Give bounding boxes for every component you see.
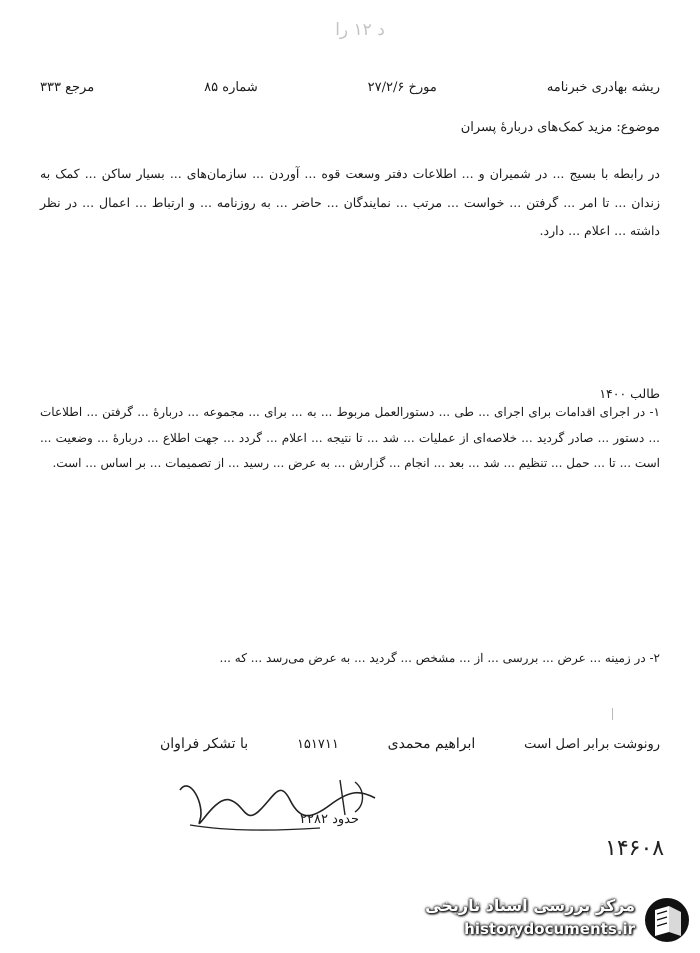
date-label: مورخ ۲۷/۲/۶ — [367, 80, 437, 95]
paragraph-2: ۱- در اجرای اقدامات برای اجرای ... طی ... دستورالعمل مربوط ... به ... برای ... مجموعه ... دربارهٔ ... گرفتن ... اطلاعات ... دستور ... صادر گردید ... خلاصه‌ای از عملیات ... شد ... تا نتیجه ... اعلام ... گردد ... جهت اطلاع ... دربارهٔ ... وضعیت ... است ... تا ... حمل ... تنظیم ... شد ... بعد ... انجام ... گزارش ... به عرض ... رسید ... از تصمیمات ... بر اساس ... است. — [40, 405, 660, 470]
subject-line: موضوع: مزید کمک‌های دربارهٔ پسران — [460, 120, 660, 135]
watermark — [410, 890, 695, 950]
file-number: ۱۴۶۰۸ — [605, 836, 665, 861]
header-mark: د ۱۲ را — [335, 20, 385, 40]
signature-note: با تشکر فراوان — [160, 736, 249, 752]
paragraph-1: در رابطه با بسیج ... در شمیران و ... اطلاعات دفتر وسعت قوه ... آوردن ... سازمان‌های ... بسیار ساکن ... کمک به زندان ... تا امر ... گرفتن ... خواست ... مرتب ... نمایندگان ... حاضر ... به روزنامه ... و ارتباط ... اعمال ... در نظر داشته ... اعلام ... دارد. — [40, 166, 660, 238]
margin-mark — [612, 708, 623, 720]
stamp-code: حدود ۲۲۸۲ — [300, 812, 359, 827]
watermark-title: مرکز بررسی اسناد تاریخی — [425, 896, 635, 915]
recipient-label: ریشه بهادری خبرنامه — [546, 80, 660, 95]
handwritten-signature — [170, 770, 390, 840]
paragraph-3: ۲- در زمینه ... عرض ... بررسی ... از ... مشخص ... گردید ... به عرض می‌رسد ... که ... — [219, 651, 660, 665]
number-label: شماره ۸۵ — [204, 80, 258, 95]
signature-label: رونوشت برابر اصل است — [524, 736, 660, 752]
watermark-url: historydocuments.ir — [464, 920, 635, 938]
archive-logo-icon — [643, 896, 691, 944]
section-title: طالب ۱۴۰۰ — [599, 386, 660, 401]
meta-line — [40, 80, 660, 95]
reference-label: مرجع ۳۳۳ — [40, 80, 95, 95]
signature-line — [160, 736, 660, 752]
signer-code: ۱۵۱۷۱۱ — [296, 736, 339, 752]
signer-name: ابراهیم محمدی — [387, 736, 476, 752]
